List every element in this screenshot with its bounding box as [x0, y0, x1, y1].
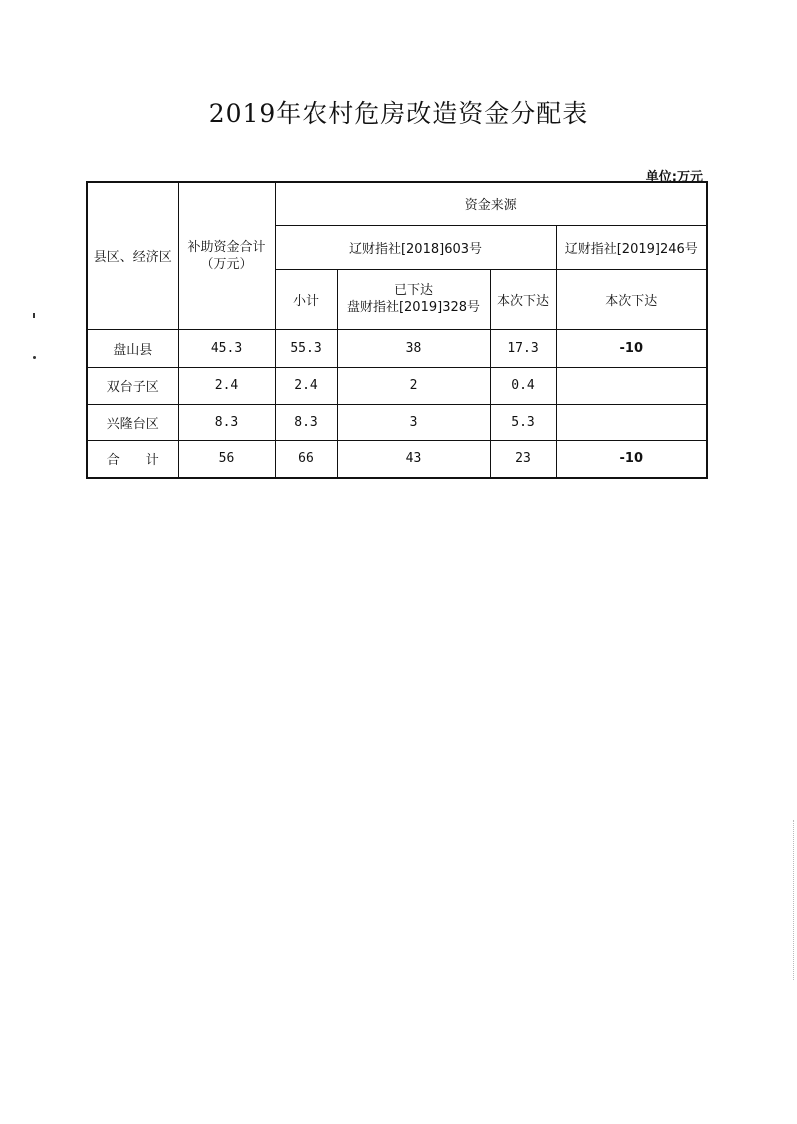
- cell-total: 45.3: [178, 329, 275, 367]
- cell-current-2019: [556, 404, 707, 440]
- page-title: 2019年农村危房改造资金分配表: [208, 99, 589, 128]
- cell-issued: 38: [337, 329, 490, 367]
- cell-subtotal: 2.4: [275, 367, 337, 404]
- header-subsidy-total-line2: （万元）: [200, 256, 253, 272]
- table-row: [87, 329, 707, 367]
- header-doc-2018: 辽财指社[2018]603号: [275, 225, 556, 269]
- scan-mark: [33, 356, 36, 359]
- cell-total: 8.3: [178, 404, 275, 440]
- cell-current: 0.4: [490, 367, 556, 404]
- table-row-total: [87, 440, 707, 478]
- cell-current-2019: -10: [556, 329, 707, 367]
- scan-edge: [793, 820, 795, 980]
- scan-mark: [33, 313, 35, 318]
- cell-subtotal: 66: [275, 440, 337, 478]
- cell-subtotal: 8.3: [275, 404, 337, 440]
- cell-current: 17.3: [490, 329, 556, 367]
- header-fund-source: 资金来源: [275, 182, 707, 225]
- header-region: 县区、经济区: [87, 182, 178, 329]
- cell-current-2019: [556, 367, 707, 404]
- header-current-issue: 本次下达: [490, 269, 556, 329]
- cell-region: 双台子区: [87, 367, 178, 404]
- cell-current-2019: -10: [556, 440, 707, 478]
- cell-current: 23: [490, 440, 556, 478]
- header-issued-line1: 已下达: [393, 283, 433, 298]
- header-issued-line2: 盘财指社[2019]328号: [346, 300, 481, 315]
- header-issued: [337, 269, 490, 329]
- unit-label: 单位:万元: [645, 170, 703, 185]
- cell-total: 2.4: [178, 367, 275, 404]
- header-subsidy-total-line1: 补助资金合计: [187, 239, 266, 255]
- cell-region: 盘山县: [87, 329, 178, 367]
- cell-total: 56: [178, 440, 275, 478]
- cell-region: 合 计: [87, 440, 178, 478]
- header-subsidy-total: [178, 182, 275, 329]
- cell-issued: 3: [337, 404, 490, 440]
- fund-allocation-table: [86, 181, 708, 479]
- cell-region: 兴隆台区: [87, 404, 178, 440]
- cell-issued: 43: [337, 440, 490, 478]
- cell-subtotal: 55.3: [275, 329, 337, 367]
- cell-issued: 2: [337, 367, 490, 404]
- header-current-issue-2019: 本次下达: [556, 269, 707, 329]
- cell-current: 5.3: [490, 404, 556, 440]
- header-subtotal: 小计: [275, 269, 337, 329]
- table-row: [87, 367, 707, 404]
- table-row: [87, 404, 707, 440]
- header-doc-2019: 辽财指社[2019]246号: [556, 225, 707, 269]
